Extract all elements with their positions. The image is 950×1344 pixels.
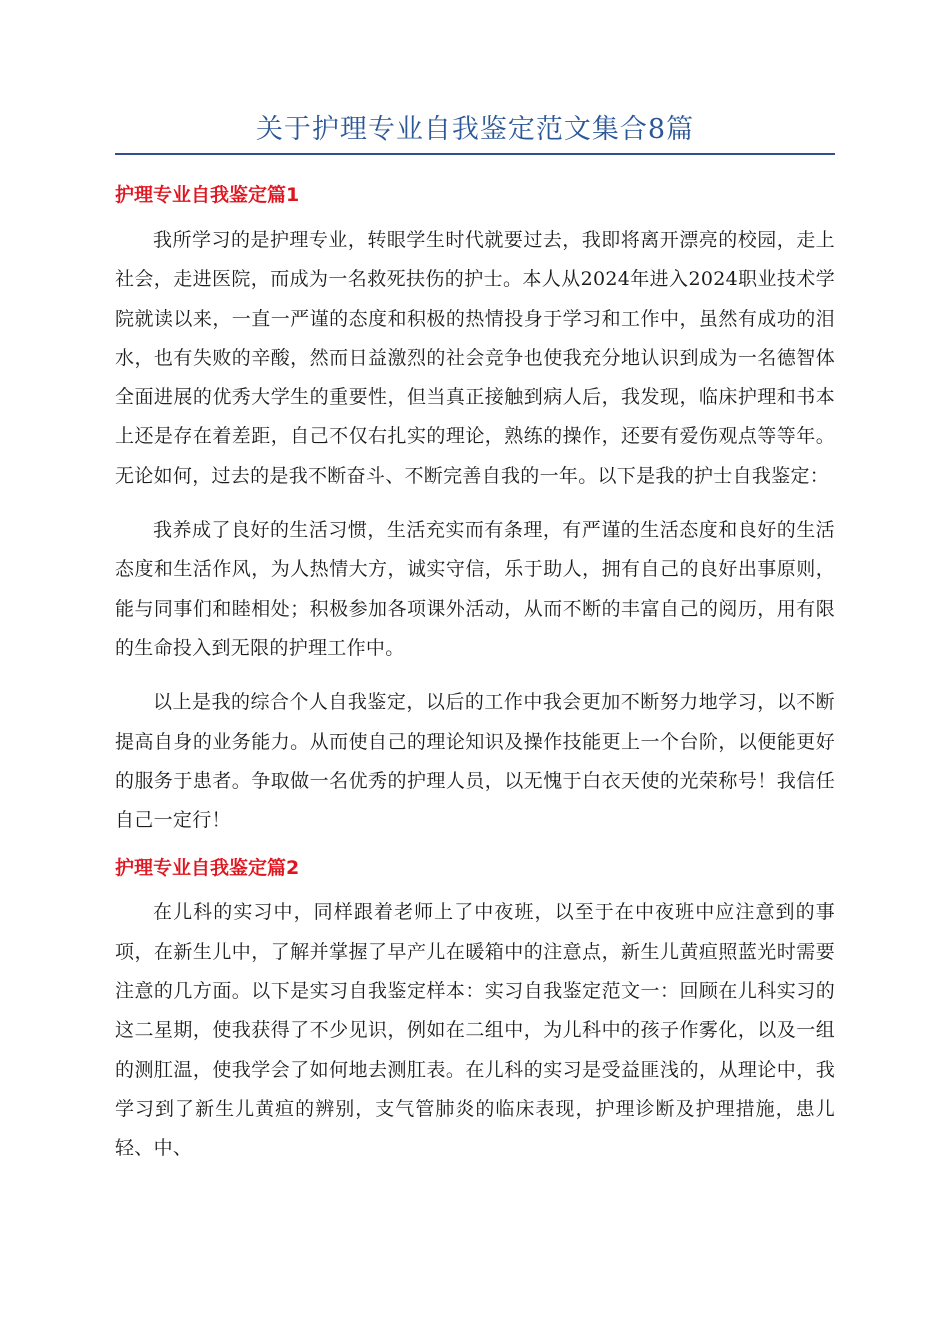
section-heading: 护理专业自我鉴定篇1 bbox=[115, 184, 300, 206]
body-paragraph: 我所学习的是护理专业，转眼学生时代就要过去，我即将离开漂亮的校园，走上社会，走进医院，而成为一名救死扶伤的护士。本人从2024年进入2024职业技术学院就读以来，一直一严谨的态度和积极的热情投身于学习和工作中，虽然有成功的泪水，也有失败的辛酸，然而日益激烈的社会竞争也使我充分地认识到成为一名德智体全面进展的优秀大学生的重要性，但当真正接触到病人后，我发现，临床护理和书本上还是存在着差距，自己不仅右扎实的理论，熟练的操作，还要有爱伤观点等等年。无论如何，过去的是我不断奋斗、不断完善自我的一年。以下是我的护士自我鉴定： bbox=[115, 229, 835, 487]
section-heading: 护理专业自我鉴定篇2 bbox=[115, 857, 300, 880]
document-title: 关于护理专业自我鉴定范文集合8篇 bbox=[255, 114, 695, 145]
title-underline bbox=[115, 153, 835, 155]
body-paragraph: 在儿科的实习中，同样跟着老师上了中夜班，以至于在中夜班中应注意到的事项，在新生儿中，了解并掌握了早产儿在暖箱中的注意点，新生儿黄疸照蓝光时需要注意的几方面。以下是实习自我鉴定样本：实习自我鉴定范文一：回顾在儿科实习的这二星期，使我获得了不少见识，例如在二组中，为儿科中的孩子作雾化，以及一组的测肛温，使我学会了如何地去测肛表。在儿科的实习是受益匪浅的，从理论中，我学习到了新生儿黄疸的辨别，支气管肺炎的临床表现，护理诊断及护理措施，患儿轻、中、 bbox=[115, 901, 835, 1160]
body-paragraph: 我养成了良好的生活习惯，生活充实而有条理，有严谨的生活态度和良好的生活态度和生活作风，为人热情大方，诚实守信，乐于助人，拥有自己的良好出事原则，能与同事们和睦相处；积极参加各项课外活动，从而不断的丰富自己的阅历，用有限的生命投入到无限的护理工作中。 bbox=[115, 519, 835, 659]
body-paragraph: 以上是我的综合个人自我鉴定，以后的工作中我会更加不断努力地学习，以不断提高自身的业务能力。从而使自己的理论知识及操作技能更上一个台阶，以便能更好的服务于患者。争取做一名优秀的护理人员，以无愧于白衣天使的光荣称号！我信任自己一定行！ bbox=[115, 691, 835, 832]
document-page bbox=[115, 110, 835, 1169]
